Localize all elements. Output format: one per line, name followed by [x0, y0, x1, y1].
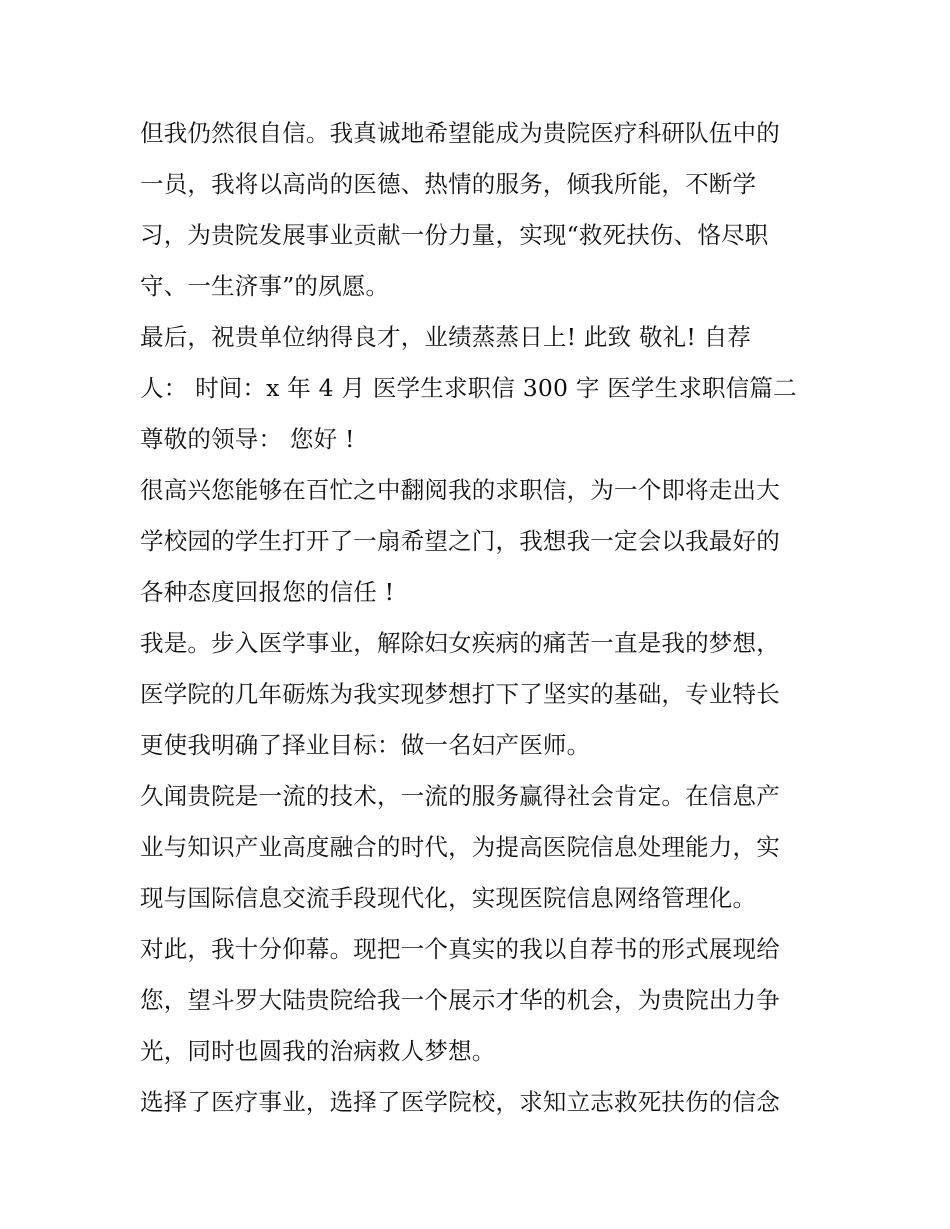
text-line: 现与国际信息交流手段现代化，实现医院信息网络管理化。: [140, 884, 757, 912]
text-line: 业与知识产业高度融合的时代，为提高医院信息处理能力，实: [140, 833, 780, 861]
text-line: 医学院的几年砺炼为我实现梦想打下了坚实的基础，专业特长: [140, 680, 780, 708]
text-line: 各种态度回报您的信任 !: [140, 578, 395, 606]
text-line: 您，望斗罗大陆贵院给我一个展示才华的机会，为贵院出力争: [140, 986, 780, 1014]
text-line: 习，为贵院发展事业贡献一份力量，实现“救死扶伤、恪尽职: [140, 221, 769, 249]
text-line: 我是。步入医学事业，解除妇女疾病的痛苦一直是我的梦想，: [140, 629, 780, 657]
text-line: 但我仍然很自信。我真诚地希望能成为贵院医疗科研队伍中的: [140, 119, 780, 147]
document-body: [140, 108, 820, 1128]
text-line: 更使我明确了择业目标：做一名妇产医师。: [140, 731, 591, 759]
text-line: 久闻贵院是一流的技术，一流的服务赢得社会肯定。在信息产: [140, 782, 780, 810]
text-line: 尊敬的领导： 您好 !: [140, 425, 355, 453]
text-line: 光，同时也圆我的治病救人梦想。: [140, 1037, 496, 1065]
text-line: 对此，我十分仰幕。现把一个真实的我以自荐书的形式展现给: [140, 935, 780, 963]
text-line: 选择了医疗事业，选择了医学院校，求知立志救死扶伤的信念: [140, 1088, 780, 1116]
text-line: 很高兴您能够在百忙之中翻阅我的求职信，为一个即将走出大: [140, 476, 780, 504]
text-line: 最后，祝贵单位纳得良才，业绩蒸蒸日上! 此致 敬礼! 自荐: [140, 323, 752, 351]
text-line: 人： 时间：x 年 4 月 医学生求职信 300 字 医学生求职信篇二: [140, 374, 797, 402]
text-line: 学校园的学生打开了一扇希望之门，我想我一定会以我最好的: [140, 527, 780, 555]
text-line: 守、一生济事”的夙愿。: [140, 272, 390, 300]
text-line: 一员，我将以高尚的医德、热情的服务，倾我所能，不断学: [140, 170, 757, 198]
